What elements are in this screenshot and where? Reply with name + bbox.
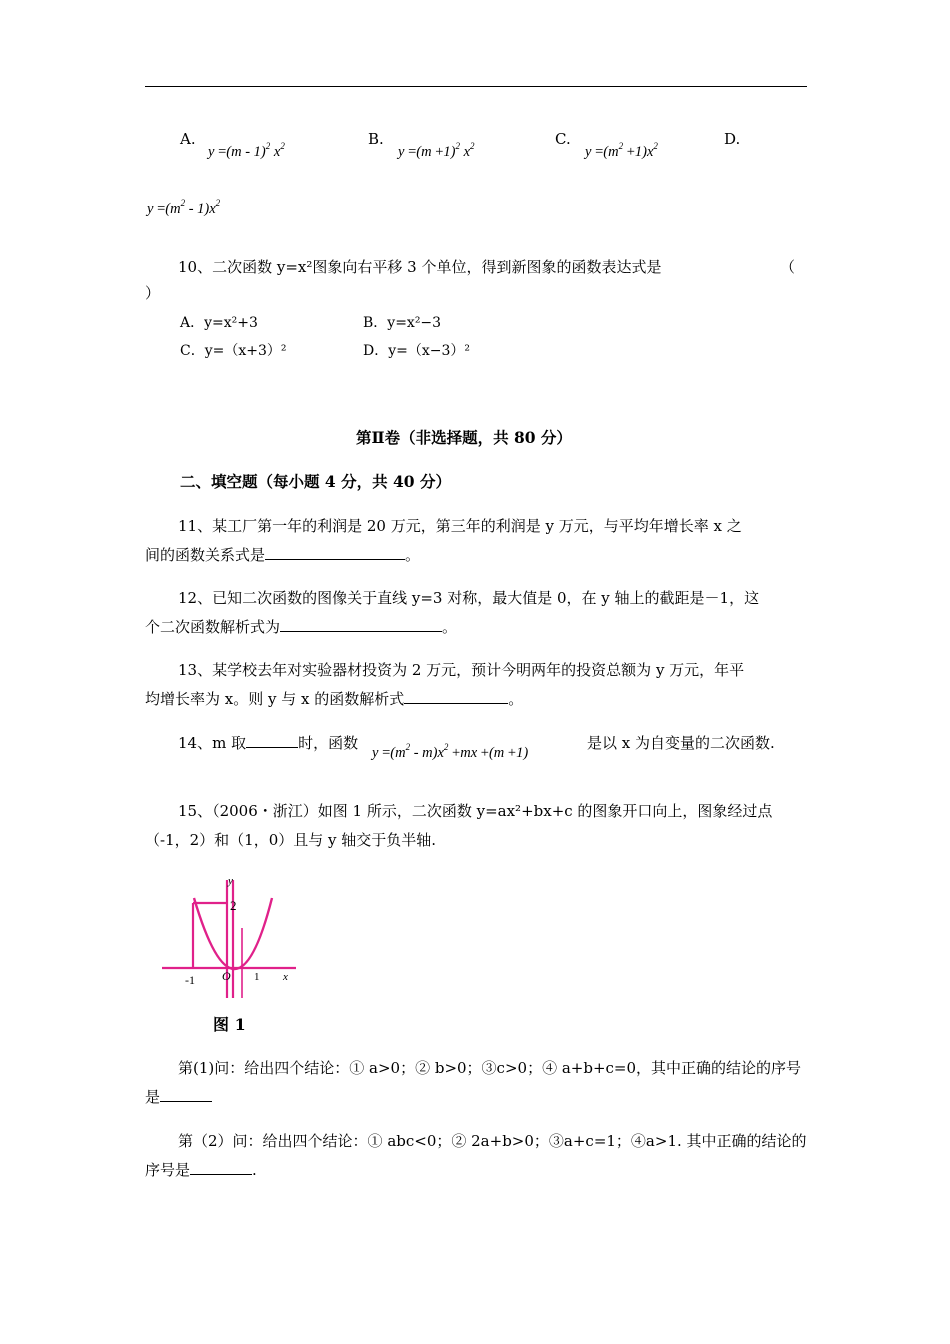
q11-answer-blank[interactable] (265, 545, 405, 560)
q13-answer-blank[interactable] (404, 689, 508, 704)
q9-option-d-formula: $y =(m^2 - 1)x^2$ (147, 198, 221, 217)
q15-part1-line2 (145, 1086, 212, 1107)
tick-label-2: 2 (230, 898, 237, 913)
q10-option-b: B．y=x²−3 (363, 315, 442, 331)
q15-part1-answer-blank[interactable] (160, 1087, 212, 1102)
q15-part2-answer-blank[interactable] (190, 1160, 252, 1175)
q9-option-d-label: D. (724, 130, 741, 148)
q9-option-b-formula: $y =(m +1)^2$ $x^2$ (398, 141, 475, 160)
q15-part1-line1: 第(1)问：给出四个结论：① a>0；② b>0；③c>0；④ a+b+c=0，其中正确的结论的序号 (178, 1059, 802, 1077)
q12-line2-post: 。 (442, 618, 458, 636)
q12-line1: 12、已知二次函数的图像关于直线 y=3 对称，最大值是 0，在 y 轴上的截距是－1，这 (178, 589, 760, 607)
q12-line2-pre: 个二次函数解析式为 (145, 618, 281, 636)
section2-title: 第Ⅱ卷（非选择题，共 80 分） (356, 428, 572, 447)
q13-line2-pre: 均增长率为 x。则 y 与 x 的函数解析式 (145, 690, 405, 708)
q9-option-a-formula: y =(m - 1)$^2$ $x^2$ (208, 141, 285, 160)
figure-1-graph (158, 870, 308, 1040)
q10-option-d: D．y=（x−3）² (363, 343, 471, 359)
q14-answer-blank[interactable] (246, 733, 298, 748)
q11-line2-pre: 间的函数关系式是 (145, 546, 266, 564)
q15-part2-line2 (145, 1159, 257, 1180)
q11-line1: 11、某工厂第一年的利润是 20 万元，第三年的利润是 y 万元，与平均年增长率 x 之 (178, 517, 742, 535)
q15-line1: 15、（2006・浙江）如图 1 所示，二次函数 y=ax²+bx+c 的图象开口向上，图象经过点 (178, 802, 773, 820)
q14-formula: $y =(m^2 - m)x^2 +mx +(m +1)$ (372, 742, 529, 761)
q14-pre: 14、m 取 (178, 734, 247, 752)
q9-option-b-label: B. (368, 130, 384, 148)
q15-part2-line1: 第（2）问：给出四个结论：① abc<0；② 2a+b>0；③a+c=1；④a>1. 其中正确的结论的 (178, 1132, 807, 1150)
q14-mid: 时，函数 (298, 734, 359, 752)
q10-option-c: C．y=（x+3）² (180, 343, 287, 359)
x-axis-label: x (283, 971, 288, 983)
q12-line2 (145, 616, 457, 637)
q15-part1-pre: 是 (145, 1088, 161, 1106)
q14-post: 是以 x 为自变量的二次函数. (587, 734, 775, 752)
q11-line2 (145, 544, 420, 565)
q11-line2-post: 。 (405, 546, 421, 564)
q15-line2: （-1，2）和（1，0）且与 y 轴交于负半轴. (145, 831, 437, 849)
q13-line2-post: 。 (508, 690, 524, 708)
header-rule (145, 86, 807, 87)
origin-label: O (222, 969, 231, 983)
q15-part2-post: . (252, 1161, 257, 1179)
q14-line (178, 732, 358, 753)
q9-option-c-formula: $y =(m^2 +1)x^2$ (585, 141, 658, 160)
q10-option-a: A．y=x²+3 (180, 315, 258, 331)
q9-option-a-label: A. (180, 130, 196, 148)
q9-option-c-label: C. (555, 130, 571, 148)
fill-in-section-title: 二、填空题（每小题 4 分，共 40 分） (180, 472, 451, 491)
tick-label-1: 1 (254, 971, 260, 983)
q10-paren-open: （ (780, 258, 796, 276)
figure-caption: 图 1 (213, 1015, 246, 1034)
q10-paren-close: ） (145, 284, 161, 302)
q13-line2 (145, 688, 523, 709)
q15-part2-pre: 序号是 (145, 1161, 191, 1179)
q10-stem: 10、二次函数 y=x²图象向右平移 3 个单位，得到新图象的函数表达式是 (178, 258, 662, 276)
y-axis-label: y (228, 875, 233, 887)
q13-line1: 13、某学校去年对实验器材投资为 2 万元，预计今明两年的投资总额为 y 万元，年平 (178, 661, 745, 679)
tick-label-neg1: -1 (185, 973, 195, 987)
q12-answer-blank[interactable] (280, 617, 442, 632)
